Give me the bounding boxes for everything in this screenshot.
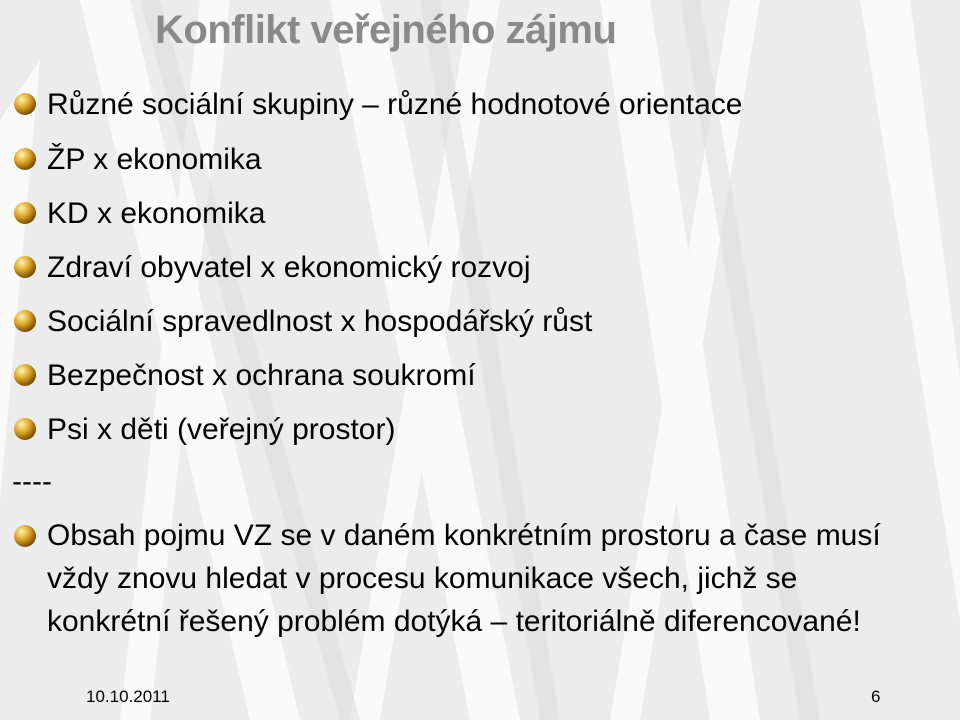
bullet-sphere-icon — [12, 146, 38, 172]
footer-date: 10.10.2011 — [86, 687, 170, 706]
final-bullet-text: Obsah pojmu VZ se v daném konkrétním prostoru a čase musí vždy znovu hledat v procesu komunikace všech, jichž se konkrétní řešený problém dotýká – teritoriálně diferencované! — [47, 519, 881, 638]
bullet-sphere-icon — [12, 523, 38, 549]
bullet-text: Různé sociální skupiny – různé hodnotové orientace — [47, 88, 743, 121]
bullet-text: Psi x děti (veřejný prostor) — [47, 413, 396, 446]
bullet-item — [12, 299, 592, 344]
bullet-sphere-icon — [12, 200, 38, 226]
bullet-item — [12, 514, 927, 643]
bullet-sphere-icon — [12, 254, 38, 280]
bullet-item — [12, 82, 742, 127]
bullet-text: Bezpečnost x ochrana soukromí — [47, 359, 476, 392]
bullet-item — [12, 245, 531, 290]
separator-text: ---- — [12, 465, 52, 498]
bullet-text: Zdraví obyvatel x ekonomický rozvoj — [47, 251, 531, 284]
bullet-sphere-icon — [12, 416, 38, 442]
bullet-item — [12, 353, 476, 398]
bullet-sphere-icon — [12, 362, 38, 388]
bullet-text: Sociální spravedlnost x hospodářský růst — [47, 305, 593, 338]
bullet-item — [12, 137, 262, 182]
page-number: 6 — [871, 687, 881, 706]
bullet-text: ŽP x ekonomika — [47, 143, 262, 176]
bullet-sphere-icon — [12, 308, 38, 334]
bullet-item — [12, 191, 265, 236]
bullet-text: KD x ekonomika — [47, 197, 266, 230]
bullet-sphere-icon — [12, 91, 38, 117]
slide-title: Konflikt veřejného zájmu — [155, 8, 617, 52]
bullet-item — [12, 407, 395, 452]
